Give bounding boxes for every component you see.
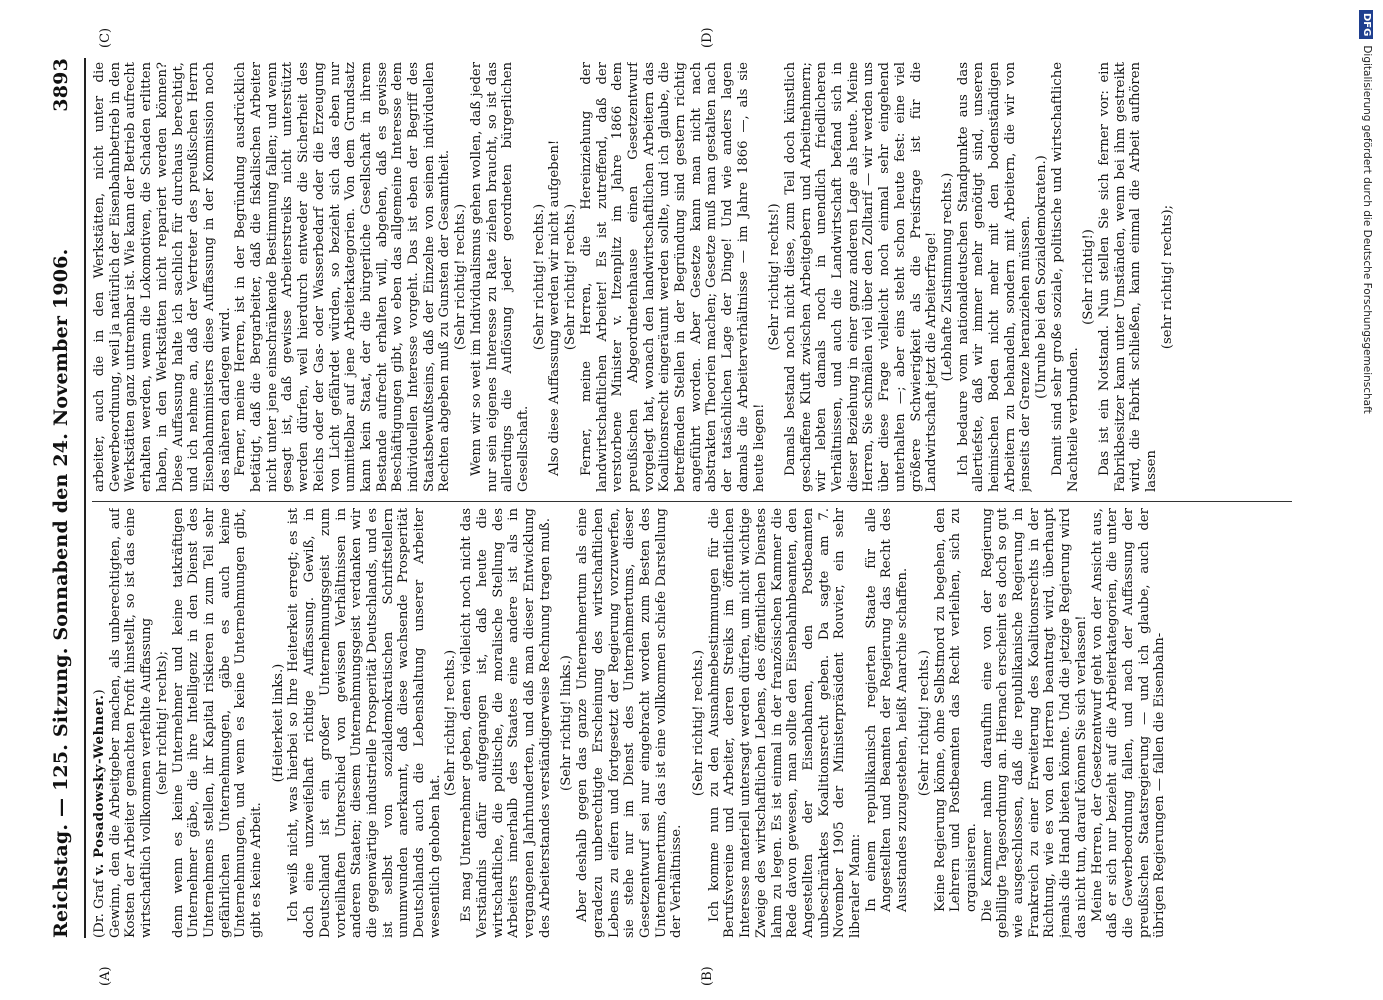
quotation: Keine Regierung könne, ohne Selbstmord zu begehen, den Lehrern und Postbeamten das Recht verleihen, sich zu organisieren.: [932, 508, 979, 912]
column-divider: [92, 501, 1292, 502]
running-head: Reichstag. — 125. Sitzung. Sonnabend den 24. November 1906.: [50, 248, 72, 938]
paragraph: Ich komme nun zu den Ausnahmebestimmungen für die Berufsvereine und Arbeiter, deren Streiks im öffentlichen Interesse materiell untersagt werden dürfen, um nicht wichtige Zweige des wirtschaftlichen Lebens, des öffentlichen Dienstes lahm zu legen. Es ist einmal in der französischen Kammer die Rede davon gewesen, man sollte den Eisenbahnbeamten, den Angestellten der Eisenbahnen, den Postbeamten unbeschränktes Koalitionsrecht geben. Da sagte am 7. November 1905 der Ministerpräsident Rouvier, ein sehr liberaler Mann:: [706, 508, 864, 938]
speaker-line: [92, 508, 108, 938]
margin-marker-d: (D): [700, 27, 715, 48]
interjection: (Sehr richtig! rechts!): [767, 203, 783, 351]
paragraph: arbeiter, auch die in den Werkstätten, nicht unter die Gewerbeordnung, weil ja natürlich der Eisenbahnbetrieb in den Werkstätten ganz untrennbar ist. Wie kann der Betrieb aufrecht erhalten werden, wenn die Lokomotiven, die Schaden erlitten haben, in den Werkstätten nicht repariert werden können? Diese Auffassung halte ich sachlich für durchaus berechtigt, und ich nehme an, daß der Vertreter des preußischen Herrn Eisenbahnministers diese Auffassung in der Kommission noch des näheren darlegen wird.: [92, 62, 233, 492]
paragraph: denn wenn es keine Unternehmer und keine tatkräftigen Unternehmer gäbe, die ihre Intelligenz in den Dienst des Unternehmens stellen, ihr Kapital riskieren in zum Teil sehr gefährlichen Unternehmungen, gäbe es auch keine Unternehmungen, und wenn es keine Unternehmungen gibt, gibt es keine Arbeit.: [170, 508, 265, 938]
page-header: [50, 58, 80, 938]
paragraph: Gewinn, den die Arbeitgeber machen, als unberechtigten, auf Kosten der Arbeiter gemachten Profit hinstellt, so ist das eine wirtschaftlich vollkommen verfehlte Auffassung: [107, 508, 155, 938]
quotation: In einem republikanisch regierten Staate für alle Angestellten und Beamten der Regierung das Recht des Ausstandes zuzugestehen, heißt Anarchie schaffen.: [863, 508, 911, 912]
paragraph: Ich bedaure vom nationaldeutschen Standpunkte aus das allertiefste, daß wir immer mehr genötigt sind, unseren heimischen Boden nicht mehr mit den bodenständigen Arbeitern zu behandeln, sondern mit Arbeitern, die wir von jenseits der Grenze heranziehen müssen.: [955, 62, 1034, 492]
margin-marker-b: (B): [700, 966, 715, 986]
interjection: (Sehr richtig! rechts.): [531, 203, 547, 351]
paragraph: Ferner, meine Herren, ist in der Begründung ausdrücklich betätigt, daß die Bergarbeiter, daß die fiskalischen Arbeiter nicht unter jene einschränkende Bestimmung fallen; und wenn gesagt ist, daß gewisse Arbeiterstreiks nicht unterstützt werden dürfen, weil hierdurch entweder die Sicherheit des Reichs oder der Gas- oder Wasserbedarf oder die Erzeugung von Licht gefährdet würden, so bezieht sich das eben nur unmittelbar auf jene Arbeiterkategorien. Von dem Grundsatz kann kein Staat, der die bürgerliche Gesellschaft in ihrem Bestande aufrecht erhalten will, abgehen, daß es gewisse Beschäftigungen gibt, wo eben das allgemeine Interesse dem individuellen Interesse vorgeht. Das ist eben der Begriff des Staatsbewußtseins, daß der Einzelne von seinen individuellen Rechten abgeben muß zu Gunsten der Gesamtheit.: [233, 62, 453, 492]
margin-marker-a: (A): [98, 966, 113, 986]
paragraph: Ich weiß nicht, was hierbei so Ihre Heiterkeit erregt; es ist doch eine unzweifelhaft richtige Auffassung. Gewiß, in Deutschland ist ein großer Unternehmungsgeist zum vorteilhaften Unterschied von gewissen Verhältnissen in anderen Staaten; diesem Unternehmungsgeist verdanken wir die gegenwärtige industrielle Prosperität Deutschlands, und es ist selbst von sozialdemokratischen Schriftstellern unumwunden anerkannt, daß diese wachsende Prosperität Deutschlands auch die Lebenshaltung unserer Arbeiter wesentlich gehoben hat.: [286, 508, 443, 938]
interjection: (sehr richtig! rechts);: [1159, 204, 1175, 350]
interjection: (Lebhafte Zustimmung rechts.): [939, 172, 955, 382]
paragraph: Aber deshalb gegen das ganze Unternehmertum als eine geradezu unberechtigte Erscheinung des wirtschaftlichen Lebens zu eifern und fortgesetzt der Regierung vorzuwerfen, sie stehe nur im Dienst des Unternehmertums, dieser Gesetzentwurf sei nur eingebracht worden zum Besten des Unternehmertums, das ist eine vollkommen schiefe Darstellung der Verhältnisse.: [575, 508, 685, 938]
interjection: (Sehr richtig! rechts.): [453, 203, 469, 351]
speaker-name: v. Posadowsky-Wehner.: [92, 694, 107, 876]
paragraph: Ferner, meine Herren, die Hereinziehung der landwirtschaftlichen Arbeiter! Es ist zutreffend, daß der verstorbene Minister v. Itzenplitz im Jahre 1866 dem preußischen Abgeordnetenhause einen Gesetzentwurf vorgelegt hat, wonach den landwirtschaftlichen Arbeitern das Koalitionsrecht eingeräumt werden sollte, und ich glaube, die betreffenden Stellen in der Begründung sind gestern richtig angeführt worden. Aber Gesetze kann man nicht nach abstrakten Theorien machen; Gesetze muß man gestalten nach der tatsächlichen Lage der Dinge! Und wie anders lagen damals die Arbeiterverhältnisse — im Jahre 1866 —, als sie heute liegen!: [578, 62, 767, 492]
paragraph: Wenn wir so weit im Individualismus gehen wollen, daß jeder nur sein eigenes Interesse zu Rate ziehen braucht, so ist das allerdings die Auflösung jeder geordneten bürgerlichen Gesellschaft.: [468, 62, 531, 492]
interjection: (Sehr richtig! rechts.): [443, 649, 459, 797]
dfg-logo: DFG: [1359, 10, 1373, 39]
header-rule: [84, 58, 86, 938]
paragraph: Die Kammer nahm daraufhin eine von der Regierung gebilligte Tagesordnung an. Hiernach erscheint es doch so gut wie ausgeschlossen, daß die republikanische Regierung in Frankreich zu einer Erweiterung des Koalitionsrechts in der Richtung, wie es von den Herren beantragt wird, überhaupt jemals die Hand bieten könnte. Und die jetzige Regierung wird das nicht tun, darauf können Sie sich verlassen!: [979, 508, 1089, 938]
speaker-suffix: ): [92, 689, 107, 695]
paragraph: Damals bestand noch nicht diese, zum Teil doch künstlich geschaffene Kluft zwischen Arbeitgebern und Arbeitnehmern; wir lebten damals noch in unendlich friedlicheren Verhältnissen, und auch die Landwirtschaft befand sich in dieser Beziehung in einer ganz anderen Lage als heute. Meine Herren, Sie schmälen viel über den Zolltarif — wir werden uns über diese Frage vielleicht noch einmal sehr eingehend unterhalten —; aber eins steht schon heute fest: eine viel größere Schwierigkeit als die Preisfrage ist für die Landwirtschaft jetzt die Arbeiterfrage!: [782, 62, 940, 492]
paragraph: Es mag Unternehmer geben, denen vielleicht noch nicht das Verständnis dafür aufgegangen ist, daß heute die wirtschaftliche, die politische, die moralische Stellung des Arbeiters innerhalb des Staates eine andere ist als in vergangenen Jahrhunderten, und daß man dieser Entwicklung des Arbeiterstandes verständigerweise Rechnung tragen muß.: [459, 508, 553, 938]
interjection: (Sehr richtig! rechts.): [563, 203, 579, 351]
interjection: (Heiterkeit links.): [270, 663, 286, 783]
interjection: (sehr richtig! rechts);: [154, 650, 170, 796]
paragraph: Also diese Auffassung werden wir nicht aufgeben!: [547, 139, 563, 476]
interjection: (Unruhe bei den Sozialdemokraten.): [1034, 155, 1050, 399]
right-column: [92, 62, 1302, 492]
left-column: [92, 508, 1302, 938]
paragraph: Das ist ein Notstand. Nun stellen Sie sich ferner vor: ein Fabrikbesitzer kann unter Umständen, wenn bei ihm gestreikt wird, die Fabrik schließen, kann einmal die Arbeit aufhören lassen: [1097, 62, 1160, 492]
interjection: (Sehr richtig! links.): [559, 655, 575, 791]
margin-marker-c: (C): [98, 27, 113, 48]
digitization-note: Digitalisierung gefördert durch die Deutsche Forschungsgemeinschaft: [1361, 45, 1373, 414]
digitization-credit: [1356, 0, 1378, 1000]
digitization-credit-text: [1356, 10, 1378, 700]
speaker-prefix: (Dr. Graf: [92, 879, 107, 938]
paragraph: Meine Herren, der Gesetzentwurf geht von der Ansicht aus, daß er sich nur bezieht auf die Arbeiterkategorien, die unter die Gewerbeordnung fallen, und nach der Auffassung der preußischen Staatsregierung — und ich glaube, auch der übrigen Regierungen — fallen die Eisenbahn-: [1089, 508, 1168, 938]
interjection: (Sehr richtig! rechts.): [691, 649, 707, 797]
page-number: 3893: [50, 58, 72, 112]
paragraph: Damit sind sehr große soziale, politische und wirtschaftliche Nachteile verbunden.: [1049, 62, 1081, 492]
interjection: (Sehr richtig! rechts.): [916, 649, 932, 797]
interjection: (Sehr richtig!): [1081, 229, 1097, 325]
